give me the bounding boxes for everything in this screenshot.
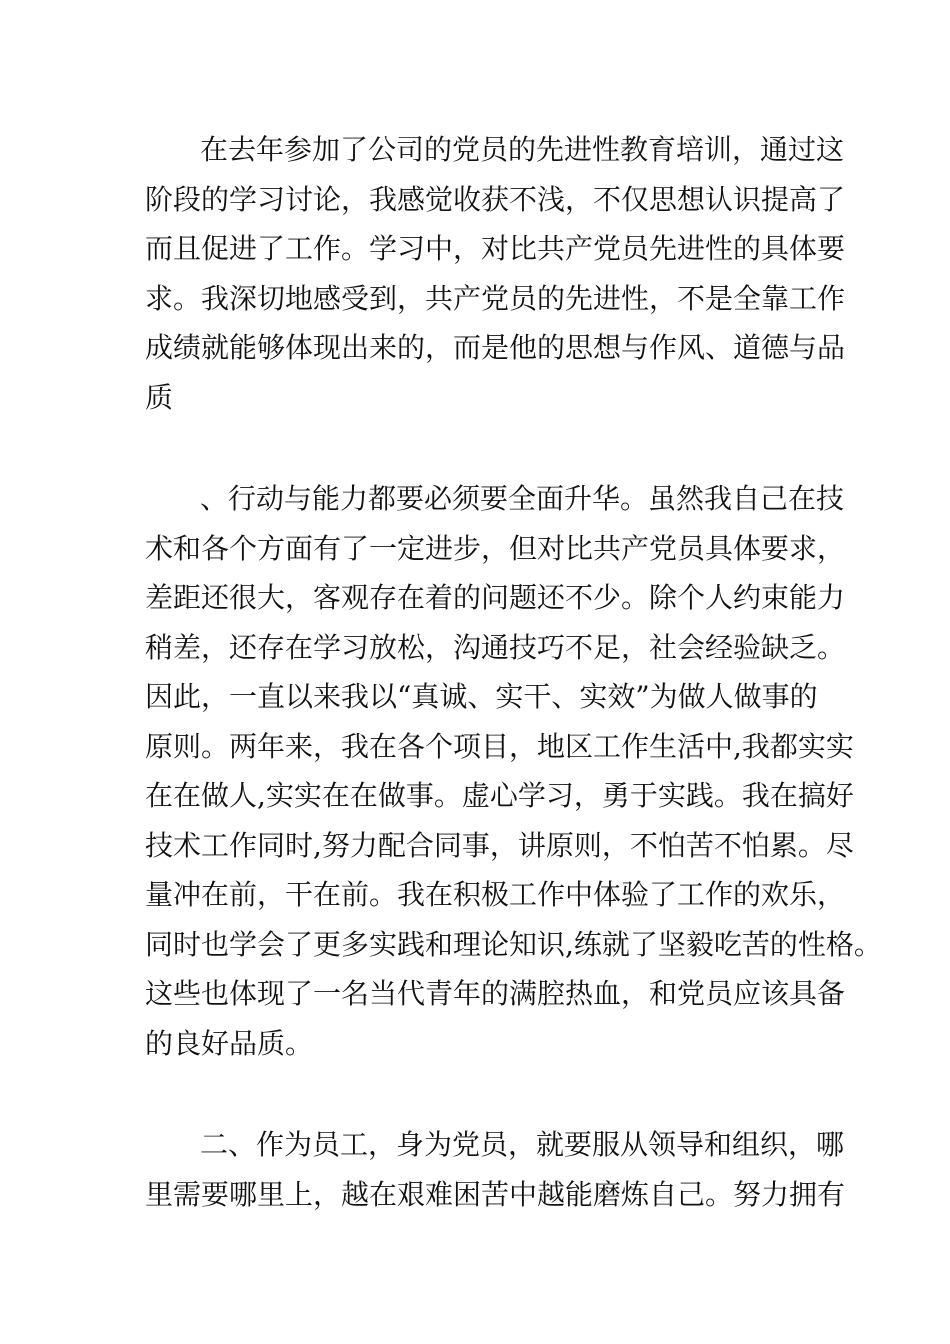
paragraph-2-line-1: 、行动与能力都要必须要全面升华。虽然我自己在技 xyxy=(200,482,845,515)
paragraph-2-line-10: 同时也学会了更多实践和理论知识,练就了坚毅吃苦的性格。 xyxy=(145,928,882,961)
paragraph-2-line-6: 原则。两年来，我在各个项目，地区工作生活中,我都实实 xyxy=(145,730,854,763)
paragraph-2-line-2: 术和各个方面有了一定进步，但对比共产党员具体要求， xyxy=(145,532,846,565)
paragraph-1-line-3: 而且促进了工作。学习中，对比共产党员先进性的具体要 xyxy=(145,232,846,265)
paragraph-1-line-1: 在去年参加了公司的党员的先进性教育培训，通过这 xyxy=(200,133,845,166)
paragraph-2-line-3: 差距还很大，客观存在着的问题还不少。除个人约束能力 xyxy=(145,581,846,614)
paragraph-1-line-6: 质 xyxy=(145,381,174,414)
paragraph-2-line-4: 稍差，还存在学习放松，沟通技巧不足，社会经验缺乏。 xyxy=(145,631,846,664)
paragraph-2-line-8: 技术工作同时,努力配合同事，讲原则，不怕苦不怕累。尽 xyxy=(145,829,854,862)
paragraph-3-line-1: 二、作为员工，身为党员，就要服从领导和组织，哪 xyxy=(200,1128,845,1161)
paragraph-1-line-2: 阶段的学习讨论，我感觉收获不浅，不仅思想认识提高了 xyxy=(145,183,846,216)
paragraph-1-line-5: 成绩就能够体现出来的，而是他的思想与作风、道德与品 xyxy=(145,331,846,364)
paragraph-2-line-5: 因此，一直以来我以“真诚、实干、实效”为做人做事的 xyxy=(145,680,818,713)
paragraph-2-line-11: 这些也体现了一名当代青年的满腔热血，和党员应该具备 xyxy=(145,977,846,1010)
paragraph-2-line-12: 的良好品质。 xyxy=(145,1027,314,1060)
paragraph-3-line-2: 里需要哪里上，越在艰难困苦中越能磨炼自己。努力拥有 xyxy=(145,1178,846,1211)
paragraph-2-line-7: 在在做人,实实在在做事。虚心学习，勇于实践。我在搞好 xyxy=(145,779,854,812)
paragraph-2-line-9: 量冲在前，干在前。我在积极工作中体验了工作的欢乐， xyxy=(145,878,846,911)
paragraph-1-line-4: 求。我深切地感受到，共产党员的先进性，不是全靠工作 xyxy=(145,282,846,315)
